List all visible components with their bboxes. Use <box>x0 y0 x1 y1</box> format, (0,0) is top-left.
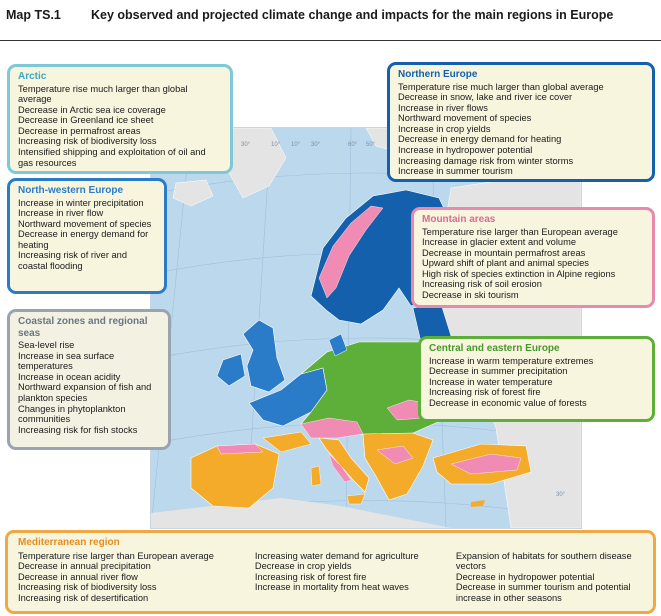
central-eastern-europe-list <box>429 356 645 409</box>
lat-label: 30° <box>556 492 566 498</box>
list-item: Increase in hydropower potential <box>398 145 533 156</box>
list-item: Decrease in hydropower potential <box>455 571 595 582</box>
list-item: Decrease in snow, lake and river ice cover <box>398 92 573 103</box>
list-item: Increase in summer tourism <box>398 166 513 177</box>
lon-label-3: 10° <box>291 142 301 148</box>
list-item: Increase in crop yields <box>398 123 491 134</box>
lon-label-1: 30° <box>241 142 251 148</box>
mediterranean-columns <box>18 551 645 604</box>
list-item: Temperature rise larger than European average <box>422 226 618 237</box>
list-item: Increase in winter precipitation <box>18 197 144 208</box>
mountain-areas-list <box>422 227 645 301</box>
list-item: Decrease in annual river flow <box>18 571 138 582</box>
list-item: High risk of species extinction in Alpine regions <box>422 268 616 279</box>
list-item: Increasing damage risk from winter storms <box>398 155 574 166</box>
list-item: Increase in water temperature <box>429 376 553 387</box>
lon-label-6: 50° <box>366 142 376 148</box>
list-item: Upward shift of plant and animal species <box>422 258 589 269</box>
list-item: Temperature rise much larger than global average <box>398 81 604 92</box>
list-item: Decrease in ski tourism <box>422 290 519 301</box>
list-item: Decrease in permafrost areas <box>18 125 141 136</box>
list-item: Decrease in annual precipitation <box>18 561 151 572</box>
sardinia-shape <box>311 466 321 486</box>
arctic-title: Arctic <box>18 71 47 82</box>
central-eastern-europe-title: Central and eastern Europe <box>429 343 560 354</box>
header <box>0 0 661 41</box>
map-title: Key observed and projected climate change and impacts for the main regions in Europe <box>91 8 614 22</box>
list-item: Increase in mortality from heat waves <box>254 582 409 593</box>
list-item: Increasing risk for fish stocks <box>18 424 138 435</box>
list-item: Intensified shipping and exploitation of oil and gas resources <box>18 147 206 168</box>
list-item: Decrease in energy demand for heating <box>18 229 149 250</box>
list-item: Decrease in summer precipitation <box>429 366 568 377</box>
coastal-zones-list <box>18 340 161 435</box>
list-item: Temperature rise much larger than global average <box>18 83 188 105</box>
list-item: Increase in warm temperature extremes <box>429 355 594 366</box>
lon-label-2: 10° <box>271 142 281 148</box>
mediterranean-column-3 <box>456 551 645 604</box>
list-item: Increasing risk of soil erosion <box>422 279 542 290</box>
list-item: Sea-level rise <box>18 340 75 350</box>
mediterranean-column-1 <box>18 551 255 604</box>
list-item: Decrease in summer tourism and potential increase in other seasons <box>455 582 631 603</box>
list-item: Expansion of habitats for southern disease vectors <box>455 550 632 572</box>
list-item: Increase in sea surface temperatures <box>18 350 115 372</box>
list-item: Increasing risk of biodiversity loss <box>18 582 157 593</box>
lon-label-4: 30° <box>311 142 321 148</box>
list-item: Decrease in energy demand for heating <box>398 134 562 145</box>
list-item: Increasing risk of forest fire <box>429 387 541 398</box>
arctic-list <box>18 84 223 169</box>
list-item: Decrease in economic value of forests <box>429 397 587 408</box>
list-item: Northward movement of species <box>398 113 532 124</box>
list-item: Increase in river flows <box>398 102 488 113</box>
coastal-zones-title: Coastal zones and regional seas <box>18 316 148 339</box>
lon-label-5: 60° <box>348 142 358 148</box>
coastal-zones-box <box>7 309 171 450</box>
northern-europe-list <box>398 82 645 177</box>
mediterranean-title: Mediterranean region <box>18 537 120 548</box>
mountain-areas-box <box>411 207 655 308</box>
pyrenees-shape <box>217 444 263 454</box>
list-item: Increasing risk of biodiversity loss <box>18 136 157 147</box>
list-item: Decrease in Arctic sea ice coverage <box>18 104 166 115</box>
list-item: Increase in ocean acidity <box>18 371 121 382</box>
list-item: Increasing water demand for agriculture <box>254 550 419 561</box>
list-item: Increase in glacier extent and volume <box>422 237 577 248</box>
north-western-europe-box <box>7 178 167 294</box>
mediterranean-column-2 <box>255 551 456 604</box>
list-item: Decrease in mountain permafrost areas <box>422 247 586 258</box>
map-label: Map TS.1 <box>6 8 61 22</box>
north-western-europe-list <box>18 198 157 272</box>
list-item: Northward movement of species <box>18 218 152 229</box>
list-item: Decrease in Greenland ice sheet <box>18 115 154 126</box>
list-item: Northward expansion of fish and plankton species <box>18 382 152 403</box>
list-item: Decrease in crop yields <box>254 561 352 572</box>
list-item: Changes in phytoplankton communities <box>18 403 126 425</box>
list-item: Increasing risk of desertification <box>18 592 149 603</box>
list-item: Increasing risk of river and coastal flooding <box>18 250 128 272</box>
central-eastern-europe-box <box>418 336 655 422</box>
north-western-europe-title: North-western Europe <box>18 185 124 196</box>
europe-map <box>150 127 582 529</box>
list-item: Temperature rise larger than European average <box>18 550 214 561</box>
northern-europe-box <box>387 62 655 182</box>
mediterranean-box <box>5 530 656 614</box>
northern-europe-title: Northern Europe <box>398 69 478 80</box>
list-item: Increasing risk of forest fire <box>254 571 367 582</box>
list-item: Increase in river flow <box>18 208 104 219</box>
arctic-box <box>7 64 233 174</box>
mountain-areas-title: Mountain areas <box>422 214 496 225</box>
